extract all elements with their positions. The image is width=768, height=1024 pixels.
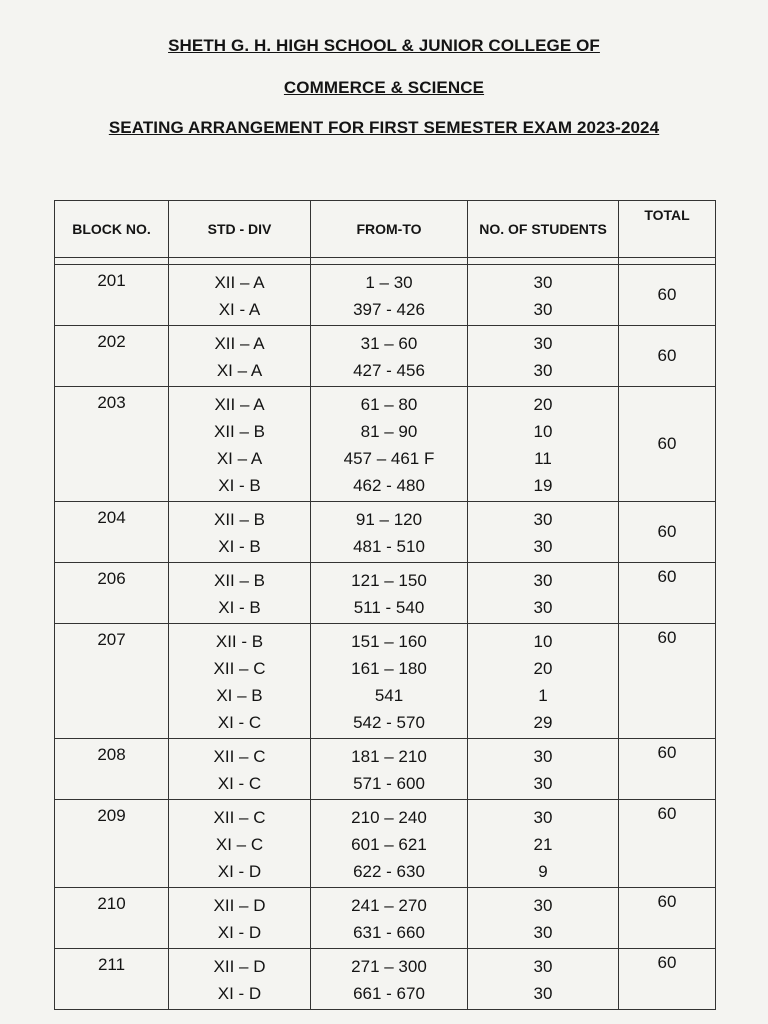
cell-stack xyxy=(311,563,467,623)
roll-range-value: 622 - 630 xyxy=(353,862,425,881)
cell-stack xyxy=(468,739,618,799)
roll-range-value: 1 – 30 xyxy=(365,273,413,292)
cell-stack xyxy=(468,800,618,887)
roll-range-value: 661 - 670 xyxy=(353,984,425,1003)
from-to-cell xyxy=(311,326,468,387)
std-div-value: XII – A xyxy=(214,273,265,292)
student-count-value: 20 xyxy=(533,395,553,414)
cell-stack xyxy=(311,502,467,562)
students-cell xyxy=(468,888,619,949)
cell-stack xyxy=(311,326,467,386)
gap-cell xyxy=(468,258,619,265)
roll-range-value: 481 - 510 xyxy=(353,537,425,556)
block-number-cell: 206 xyxy=(55,563,169,624)
cell-stack xyxy=(311,624,467,738)
std-div-cell xyxy=(169,387,311,502)
roll-range-value: 542 - 570 xyxy=(353,713,425,732)
total-cell: 60 xyxy=(619,563,716,624)
student-count-value: 10 xyxy=(533,632,553,651)
roll-range-value: 271 – 300 xyxy=(351,957,427,976)
student-count-value: 30 xyxy=(533,774,553,793)
roll-range-value: 81 – 90 xyxy=(360,422,418,441)
school-name: SHETH G. H. HIGH SCHOOL & JUNIOR COLLEGE OF xyxy=(168,36,600,55)
student-count-value: 30 xyxy=(533,808,553,827)
cell-stack xyxy=(311,739,467,799)
std-div-value: XI – A xyxy=(216,361,263,380)
student-count-value: 11 xyxy=(534,449,552,468)
from-to-cell xyxy=(311,387,468,502)
student-count-value: 30 xyxy=(533,896,553,915)
cell-stack xyxy=(468,563,618,623)
total-cell: 60 xyxy=(619,739,716,800)
total-cell: 60 xyxy=(619,387,716,502)
table-row xyxy=(55,888,716,949)
block-number-cell: 207 xyxy=(55,624,169,739)
student-count-value: 30 xyxy=(533,510,553,529)
cell-stack xyxy=(169,265,310,325)
std-div-cell xyxy=(169,949,311,1010)
cell-stack xyxy=(169,800,310,887)
cell-stack xyxy=(311,387,467,501)
table-row xyxy=(55,563,716,624)
total-cell: 60 xyxy=(619,502,716,563)
seating-table xyxy=(54,200,716,1010)
student-count-value: 30 xyxy=(533,571,553,590)
students-cell xyxy=(468,265,619,326)
students-cell xyxy=(468,800,619,888)
roll-range-value: 397 - 426 xyxy=(353,300,425,319)
student-count-value: 20 xyxy=(533,659,553,678)
std-div-cell xyxy=(169,739,311,800)
block-number-cell: 208 xyxy=(55,739,169,800)
roll-range-value: 601 – 621 xyxy=(351,835,427,854)
std-div-value: XI – A xyxy=(216,449,263,468)
std-div-value: XII – B xyxy=(213,510,266,529)
total-cell: 60 xyxy=(619,326,716,387)
cell-stack xyxy=(169,563,310,623)
std-div-value: XII – D xyxy=(213,896,266,915)
total-cell: 60 xyxy=(619,888,716,949)
std-div-value: XI - C xyxy=(217,774,262,793)
table-row xyxy=(55,387,716,502)
student-count-value: 9 xyxy=(538,862,548,881)
roll-range-value: 241 – 270 xyxy=(351,896,427,915)
roll-range-value: 511 - 540 xyxy=(353,598,425,617)
from-to-cell xyxy=(311,265,468,326)
students-cell xyxy=(468,326,619,387)
block-number-cell: 211 xyxy=(55,949,169,1010)
roll-range-value: 151 – 160 xyxy=(351,632,427,651)
students-cell xyxy=(468,502,619,563)
std-div-value: XI - D xyxy=(217,984,262,1003)
student-count-value: 30 xyxy=(533,747,553,766)
students-cell xyxy=(468,949,619,1010)
column-header-from-to: FROM-TO xyxy=(311,201,468,258)
std-div-value: XII - B xyxy=(215,632,264,651)
table-row xyxy=(55,265,716,326)
total-cell: 60 xyxy=(619,800,716,888)
table-row xyxy=(55,739,716,800)
roll-range-value: 181 – 210 xyxy=(351,747,427,766)
students-cell xyxy=(468,739,619,800)
roll-range-value: 121 – 150 xyxy=(351,571,427,590)
gap-cell xyxy=(619,258,716,265)
total-cell: 60 xyxy=(619,265,716,326)
std-div-value: XII – C xyxy=(213,747,266,766)
student-count-value: 30 xyxy=(533,923,553,942)
std-div-value: XI - D xyxy=(217,862,262,881)
std-div-cell xyxy=(169,502,311,563)
std-div-cell xyxy=(169,563,311,624)
std-div-value: XII – C xyxy=(213,808,266,827)
std-div-cell xyxy=(169,265,311,326)
cell-stack xyxy=(169,739,310,799)
block-number-cell: 202 xyxy=(55,326,169,387)
std-div-value: XII – B xyxy=(213,571,266,590)
table-gap-row xyxy=(55,258,716,265)
cell-stack xyxy=(169,949,310,1009)
roll-range-value: 462 - 480 xyxy=(353,476,425,495)
student-count-value: 30 xyxy=(533,598,553,617)
table-row xyxy=(55,326,716,387)
cell-stack xyxy=(468,949,618,1009)
total-cell: 60 xyxy=(619,949,716,1010)
table-row xyxy=(55,502,716,563)
std-div-value: XII – A xyxy=(214,334,265,353)
student-count-value: 30 xyxy=(533,300,553,319)
table-row xyxy=(55,624,716,739)
std-div-cell xyxy=(169,800,311,888)
column-header-std-div: STD - DIV xyxy=(169,201,311,258)
roll-range-value: 31 – 60 xyxy=(360,334,418,353)
gap-cell xyxy=(311,258,468,265)
block-number-cell: 210 xyxy=(55,888,169,949)
student-count-value: 30 xyxy=(533,984,553,1003)
std-div-value: XI - D xyxy=(217,923,262,942)
cell-stack xyxy=(169,624,310,738)
cell-stack xyxy=(311,949,467,1009)
cell-stack xyxy=(468,888,618,948)
cell-stack xyxy=(169,888,310,948)
gap-cell xyxy=(55,258,169,265)
from-to-cell xyxy=(311,502,468,563)
std-div-value: XI – C xyxy=(215,835,264,854)
student-count-value: 19 xyxy=(533,476,553,495)
roll-range-value: 541 xyxy=(374,686,404,705)
cell-stack xyxy=(468,265,618,325)
std-div-cell xyxy=(169,624,311,739)
std-div-value: XII – C xyxy=(213,659,266,678)
std-div-value: XI - C xyxy=(217,713,262,732)
student-count-value: 30 xyxy=(533,957,553,976)
cell-stack xyxy=(169,387,310,501)
school-stream: COMMERCE & SCIENCE xyxy=(283,78,485,97)
cell-stack xyxy=(468,387,618,501)
student-count-value: 30 xyxy=(533,537,553,556)
roll-range-value: 210 – 240 xyxy=(351,808,427,827)
from-to-cell xyxy=(311,888,468,949)
cell-stack xyxy=(468,326,618,386)
students-cell xyxy=(468,387,619,502)
from-to-cell xyxy=(311,800,468,888)
from-to-cell xyxy=(311,563,468,624)
table-header-row xyxy=(55,201,716,258)
column-header-total: TOTAL xyxy=(619,201,716,258)
std-div-value: XI – B xyxy=(216,686,263,705)
std-div-value: XII – B xyxy=(213,422,266,441)
cell-stack xyxy=(468,502,618,562)
student-count-value: 29 xyxy=(533,713,553,732)
block-number-cell: 209 xyxy=(55,800,169,888)
roll-range-value: 91 – 120 xyxy=(355,510,423,529)
roll-range-value: 161 – 180 xyxy=(351,659,427,678)
std-div-value: XII – D xyxy=(213,957,266,976)
std-div-value: XI - B xyxy=(218,537,261,556)
table-row xyxy=(55,949,716,1010)
students-cell xyxy=(468,563,619,624)
student-count-value: 30 xyxy=(533,334,553,353)
cell-stack xyxy=(311,800,467,887)
roll-range-value: 457 – 461 F xyxy=(343,449,435,468)
block-number-cell: 201 xyxy=(55,265,169,326)
from-to-cell xyxy=(311,949,468,1010)
cell-stack xyxy=(468,624,618,738)
roll-range-value: 571 - 600 xyxy=(353,774,425,793)
student-count-value: 1 xyxy=(538,686,548,705)
total-cell: 60 xyxy=(619,624,716,739)
std-div-value: XI - B xyxy=(218,476,261,495)
column-header-block: BLOCK NO. xyxy=(55,201,169,258)
from-to-cell xyxy=(311,624,468,739)
roll-range-value: 61 – 80 xyxy=(360,395,418,414)
block-number-cell: 204 xyxy=(55,502,169,563)
block-number-cell: 203 xyxy=(55,387,169,502)
student-count-value: 10 xyxy=(533,422,553,441)
cell-stack xyxy=(169,326,310,386)
cell-stack xyxy=(169,502,310,562)
cell-stack xyxy=(311,265,467,325)
table-row xyxy=(55,800,716,888)
std-div-cell xyxy=(169,888,311,949)
cell-stack xyxy=(311,888,467,948)
students-cell xyxy=(468,624,619,739)
std-div-cell xyxy=(169,326,311,387)
std-div-value: XI - A xyxy=(218,300,261,319)
column-header-students: NO. OF STUDENTS xyxy=(468,201,619,258)
student-count-value: 21 xyxy=(533,835,553,854)
std-div-value: XII – A xyxy=(214,395,265,414)
roll-range-value: 631 - 660 xyxy=(353,923,425,942)
table-body xyxy=(55,258,716,1010)
student-count-value: 30 xyxy=(533,273,553,292)
from-to-cell xyxy=(311,739,468,800)
student-count-value: 30 xyxy=(533,361,553,380)
std-div-value: XI - B xyxy=(218,598,261,617)
gap-cell xyxy=(169,258,311,265)
roll-range-value: 427 - 456 xyxy=(353,361,425,380)
document-title: SEATING ARRANGEMENT FOR FIRST SEMESTER EXAM 2023-2024 xyxy=(108,118,660,137)
